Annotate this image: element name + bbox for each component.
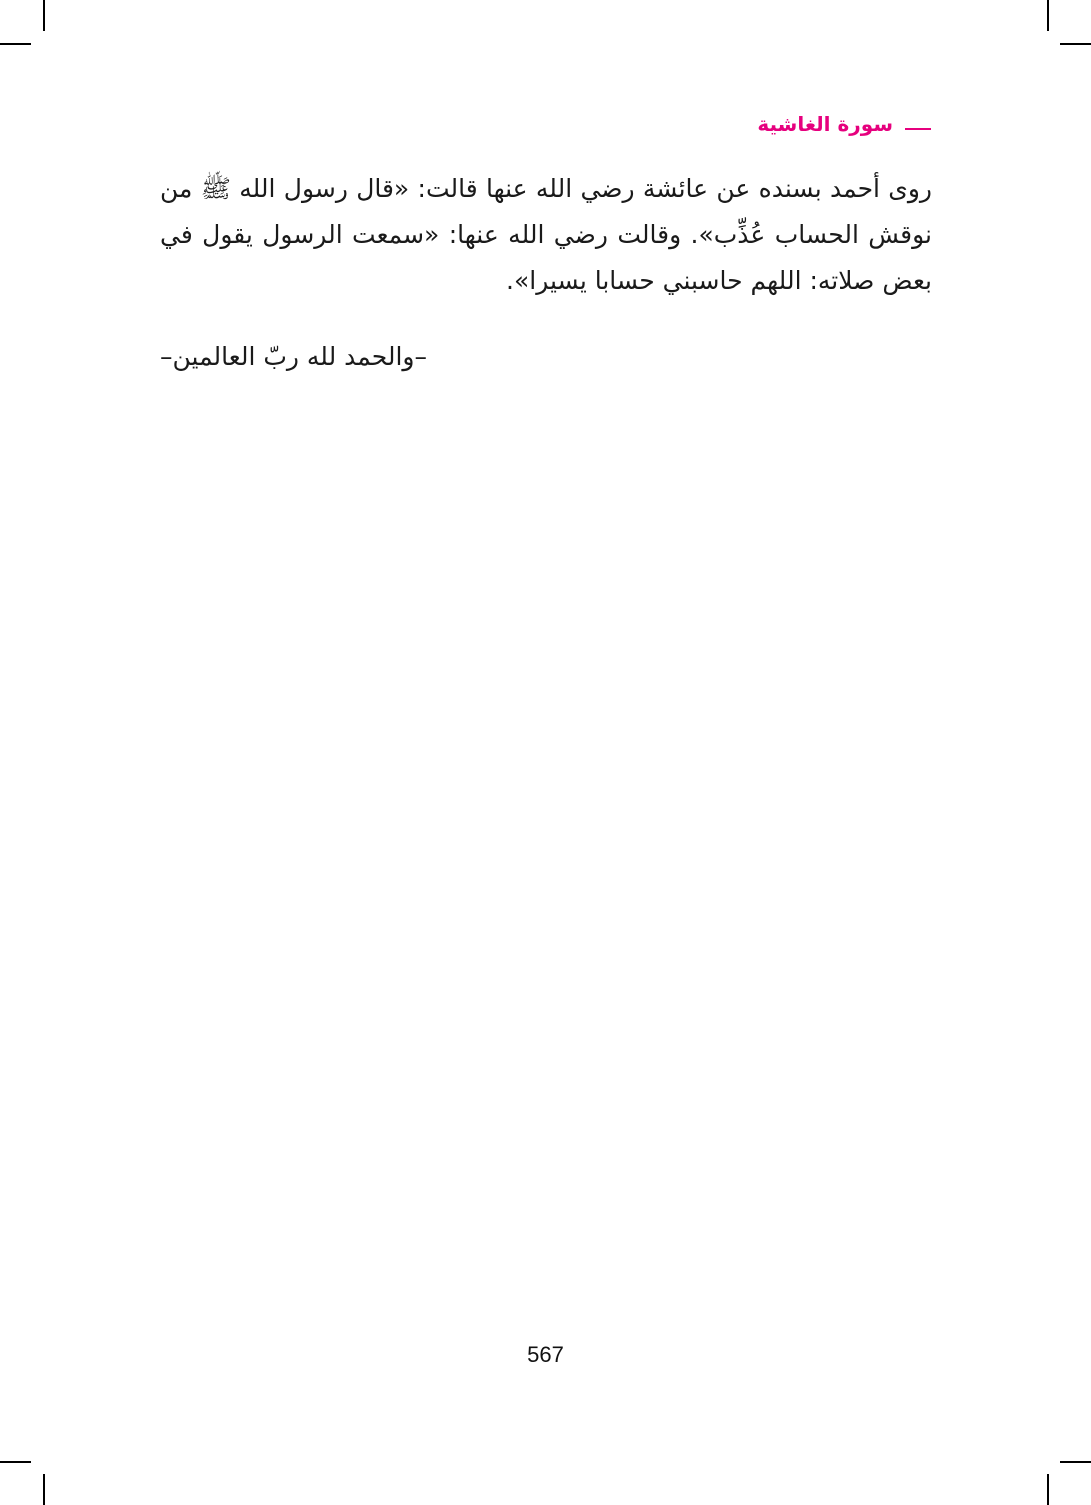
running-header <box>757 112 931 136</box>
crop-mark <box>1047 1474 1049 1505</box>
surah-title: سورة الغاشية <box>757 112 893 136</box>
crop-mark <box>1060 1461 1091 1463</box>
crop-mark <box>0 43 31 45</box>
page-number: 567 <box>527 1342 564 1367</box>
hadith-text: روى أحمد بسنده عن عائشة رضي الله عنها قالت: «قال رسول الله ﷺ من نوقش الحساب عُذِّب». وقالت رضي الله عنها: «سمعت الرسول يقول في بعض صلاته: اللهم حاسبني حسابا يسيرا». <box>160 174 932 295</box>
header-rule <box>905 128 931 130</box>
crop-mark <box>43 1474 45 1505</box>
closing-line: –والحمد لله ربّ العالمين– <box>160 342 427 371</box>
crop-mark <box>1047 0 1049 31</box>
crop-mark <box>43 0 45 31</box>
body-paragraph <box>160 166 932 304</box>
crop-mark <box>1060 43 1091 45</box>
crop-mark <box>0 1461 31 1463</box>
